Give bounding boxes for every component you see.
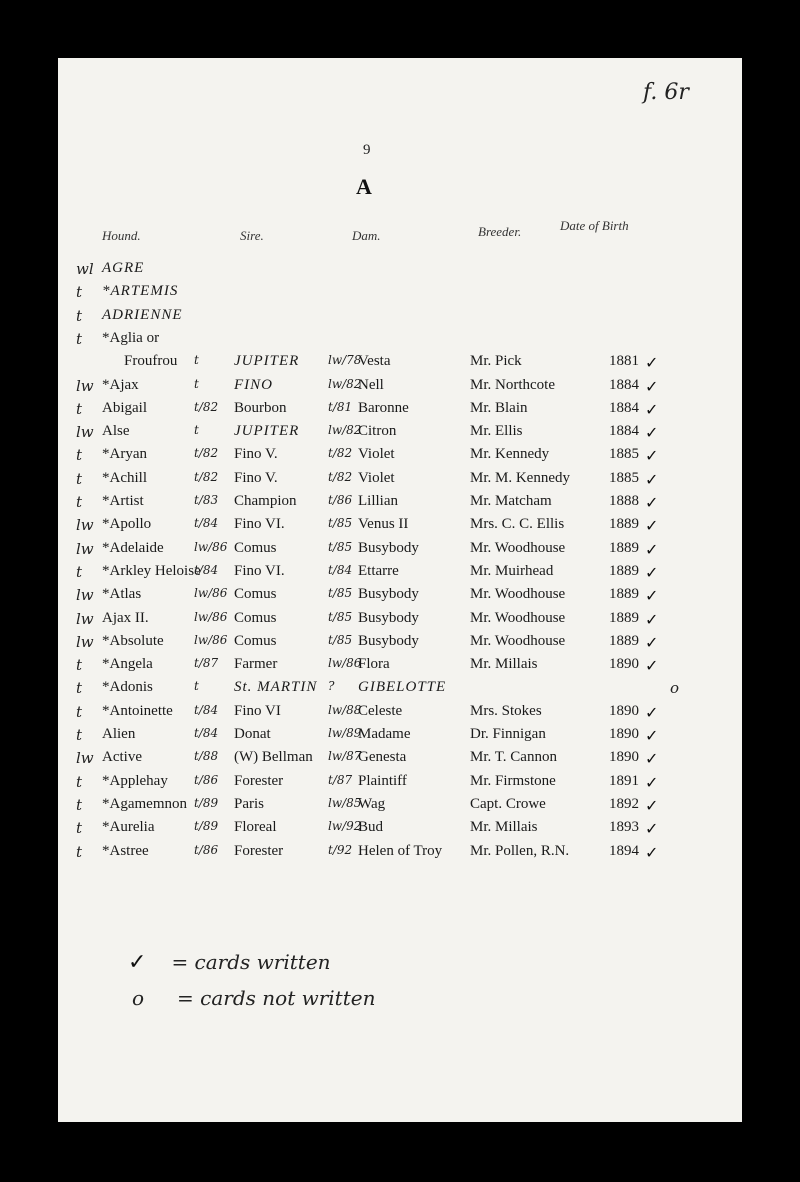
hound-name: Froufrou bbox=[124, 353, 178, 370]
hound-mark: t bbox=[76, 842, 83, 861]
section-letter: A bbox=[356, 174, 372, 199]
sire-note: t/82 bbox=[194, 399, 219, 414]
dam-name: Ettarre bbox=[358, 562, 399, 579]
hound-mark: lw bbox=[76, 516, 94, 535]
birth-year: 1890 bbox=[609, 702, 639, 719]
legend-text: = cards written bbox=[171, 950, 331, 974]
hound-mark: t bbox=[76, 679, 83, 698]
birth-year: 1889 bbox=[609, 516, 639, 533]
birth-year: 1888 bbox=[609, 493, 639, 509]
breeder-name: Capt. Crowe bbox=[470, 795, 546, 812]
sire-note: lw/86 bbox=[194, 539, 228, 554]
dam-note: t/86 bbox=[328, 493, 353, 507]
hound-mark: t bbox=[76, 819, 83, 838]
hound-name: *Achill bbox=[102, 469, 147, 486]
legend-item-not-written bbox=[128, 986, 375, 1011]
sire-note: t/89 bbox=[194, 795, 219, 810]
birth-year: 1890 bbox=[609, 726, 639, 742]
hound-mark: t bbox=[76, 446, 83, 465]
checkmark-icon: ✓ bbox=[645, 609, 659, 629]
hound-name: *Adonis bbox=[102, 679, 153, 696]
sire-note: t bbox=[194, 353, 199, 368]
dam-note: lw/82 bbox=[328, 376, 362, 391]
hound-name: Active bbox=[102, 749, 142, 766]
hound-name: *Ajax bbox=[102, 376, 139, 393]
sire-name: Paris bbox=[234, 795, 264, 812]
breeder-name: Mr. Blain bbox=[470, 399, 528, 416]
breeder-name: Mr. M. Kennedy bbox=[470, 469, 570, 486]
sire-note: lw/86 bbox=[194, 609, 228, 624]
hound-mark: lw bbox=[76, 609, 94, 628]
birth-year: 1885 bbox=[609, 469, 639, 486]
dam-name: Plaintiff bbox=[358, 772, 407, 789]
table-row bbox=[58, 796, 742, 818]
breeder-name: Mr. Matcham bbox=[470, 493, 552, 509]
checkmark-icon: ✓ bbox=[645, 726, 659, 745]
dam-note: t/85 bbox=[328, 632, 353, 647]
checkmark-icon: ✓ bbox=[128, 950, 147, 975]
checkmark-icon: ✓ bbox=[645, 819, 659, 839]
dam-note: t/85 bbox=[328, 516, 353, 531]
breeder-name: Mr. T. Cannon bbox=[470, 749, 557, 766]
table-row bbox=[58, 377, 742, 399]
sire-name: Floreal bbox=[234, 819, 277, 836]
sire-note: lw/86 bbox=[194, 586, 228, 601]
dam-note: t/85 bbox=[328, 539, 353, 554]
table-row bbox=[58, 749, 742, 771]
table-row bbox=[58, 633, 742, 655]
page-number: 9 bbox=[363, 142, 371, 158]
checkmark-icon: ✓ bbox=[645, 399, 659, 419]
breeder-name: Mr. Woodhouse bbox=[470, 609, 566, 626]
checkmark-icon: ✓ bbox=[645, 469, 659, 489]
hound-name: *Arkley Heloise bbox=[102, 562, 201, 579]
dam-note: t/82 bbox=[328, 469, 353, 484]
hound-mark: t bbox=[76, 283, 83, 302]
sire-name: Forester bbox=[234, 842, 284, 859]
hound-mark: t bbox=[76, 306, 83, 325]
dam-note: t/85 bbox=[328, 609, 353, 624]
breeder-name: Mr. Pick bbox=[470, 353, 522, 370]
breeder-name: Mr. Kennedy bbox=[470, 446, 550, 463]
hound-mark: wl bbox=[76, 260, 94, 278]
birth-year: 1892 bbox=[609, 795, 639, 812]
checkmark-icon: ✓ bbox=[645, 656, 659, 676]
sire-note: t/88 bbox=[194, 749, 219, 764]
hound-mark: t bbox=[76, 726, 83, 744]
sire-note: t bbox=[194, 679, 199, 694]
header-hound: Hound. bbox=[102, 228, 141, 243]
hound-name: Alien bbox=[102, 726, 136, 742]
birth-year: 1884 bbox=[609, 399, 639, 416]
table-row bbox=[58, 540, 742, 562]
hound-mark: t bbox=[76, 562, 83, 581]
hound-name: *Adelaide bbox=[102, 539, 164, 556]
dam-name: Nell bbox=[358, 376, 384, 393]
table-row bbox=[58, 307, 742, 329]
table-row bbox=[58, 516, 742, 538]
sire-name: Comus bbox=[234, 632, 277, 649]
dam-name: Busybody bbox=[358, 586, 419, 603]
table-row bbox=[58, 726, 742, 748]
dam-name: Genesta bbox=[358, 749, 407, 766]
sire-note: t/87 bbox=[194, 656, 219, 671]
table-row bbox=[58, 563, 742, 585]
birth-year: 1889 bbox=[609, 562, 639, 579]
table-row bbox=[58, 586, 742, 608]
table-row bbox=[58, 703, 742, 725]
hound-name: *Aglia or bbox=[102, 329, 160, 346]
table-row bbox=[58, 493, 742, 515]
table-row bbox=[58, 656, 742, 678]
folio-number: f. 6r bbox=[643, 80, 689, 105]
dam-note: lw/82 bbox=[328, 423, 362, 438]
checkmark-icon: ✓ bbox=[645, 749, 659, 769]
dam-note: t/82 bbox=[328, 446, 353, 461]
dam-note: lw/78 bbox=[328, 353, 362, 368]
birth-year: 1889 bbox=[609, 609, 639, 626]
sire-name: Forester bbox=[234, 772, 284, 789]
sire-name: FINO bbox=[234, 376, 273, 393]
table-row bbox=[58, 283, 742, 305]
hound-mark: lw bbox=[76, 423, 94, 442]
table-row bbox=[58, 470, 742, 492]
dam-name: Helen of Troy bbox=[358, 842, 443, 859]
checkmark-icon: ✓ bbox=[645, 539, 659, 559]
sire-name: Fino V. bbox=[234, 446, 278, 463]
sire-name: Fino V. bbox=[234, 469, 278, 486]
dam-name: Citron bbox=[358, 423, 397, 440]
checkmark-icon: ✓ bbox=[645, 353, 659, 373]
hound-name: *Atlas bbox=[102, 586, 142, 603]
birth-year: 1891 bbox=[609, 772, 639, 789]
sire-name: Comus bbox=[234, 539, 277, 556]
header-dam: Dam. bbox=[352, 228, 381, 243]
breeder-name: Mr. Woodhouse bbox=[470, 632, 566, 649]
header-sire: Sire. bbox=[240, 228, 264, 243]
birth-year: 1890 bbox=[609, 749, 639, 766]
hound-name: *Aurelia bbox=[102, 819, 155, 836]
dam-note: lw/89 bbox=[328, 726, 362, 740]
sire-name: JUPITER bbox=[234, 353, 300, 370]
sire-name: St. MARTIN bbox=[234, 679, 318, 696]
birth-year: 1889 bbox=[609, 632, 639, 649]
hound-mark: t bbox=[76, 772, 83, 791]
checkmark-icon: ✓ bbox=[645, 493, 659, 512]
checkmark-icon: ✓ bbox=[645, 842, 659, 862]
hound-mark: t bbox=[76, 795, 83, 814]
legend-item-written bbox=[128, 950, 331, 975]
hound-mark: lw bbox=[76, 539, 94, 558]
table-row bbox=[58, 400, 742, 422]
sire-name: Fino VI bbox=[234, 702, 281, 719]
hound-name: *Artist bbox=[102, 493, 144, 509]
breeder-name: Mr. Millais bbox=[470, 656, 538, 673]
hound-mark: lw bbox=[76, 632, 94, 651]
sire-name: Bourbon bbox=[234, 399, 287, 416]
dam-name: Busybody bbox=[358, 609, 419, 626]
table-row bbox=[58, 446, 742, 468]
sire-note: t/86 bbox=[194, 842, 219, 857]
circle-icon: o bbox=[132, 986, 145, 1010]
checkmark-icon: ✓ bbox=[645, 586, 659, 606]
sire-note: t/82 bbox=[194, 446, 219, 461]
hound-name: *Angela bbox=[102, 656, 153, 673]
hound-name: Abigail bbox=[102, 399, 147, 416]
hound-name: *Astree bbox=[102, 842, 149, 859]
sire-name: JUPITER bbox=[234, 423, 300, 440]
sire-name: Champion bbox=[234, 493, 297, 509]
dam-name: Madame bbox=[358, 726, 411, 742]
header-date-of-birth: Date of Birth bbox=[560, 218, 629, 233]
hound-name: *Agamemnon bbox=[102, 795, 187, 812]
hound-mark: lw bbox=[76, 586, 94, 605]
sire-name: Fino VI. bbox=[234, 516, 285, 533]
hound-name: Alse bbox=[102, 423, 130, 440]
dam-note: ? bbox=[328, 679, 335, 694]
dam-note: t/81 bbox=[328, 399, 353, 414]
table-row bbox=[58, 679, 742, 701]
sire-note: t/84 bbox=[194, 516, 219, 531]
dam-name: Bud bbox=[358, 819, 384, 836]
checkmark-icon: ✓ bbox=[645, 795, 659, 815]
dam-note: t/85 bbox=[328, 586, 353, 601]
table-row bbox=[58, 819, 742, 841]
table-row bbox=[58, 773, 742, 795]
table-row bbox=[58, 423, 742, 445]
checkmark-icon: ✓ bbox=[645, 516, 659, 536]
sire-name: Fino VI. bbox=[234, 562, 285, 579]
birth-year: 1894 bbox=[609, 842, 639, 859]
sire-name: (W) Bellman bbox=[234, 749, 313, 766]
legend-text: = cards not written bbox=[177, 986, 376, 1010]
breeder-name: Mr. Firmstone bbox=[470, 772, 556, 789]
table-row bbox=[58, 353, 742, 375]
checkmark-icon: ✓ bbox=[645, 632, 659, 652]
hound-mark: lw bbox=[76, 376, 94, 395]
breeder-name: Mr. Ellis bbox=[470, 423, 523, 440]
hound-mark: lw bbox=[76, 749, 94, 768]
birth-year: 1889 bbox=[609, 586, 639, 603]
sire-note: t/84 bbox=[194, 702, 219, 717]
hound-name: *ARTEMIS bbox=[102, 283, 179, 300]
hound-name: AGRE bbox=[102, 260, 145, 276]
checkmark-icon: ✓ bbox=[645, 446, 659, 466]
birth-year: 1884 bbox=[609, 423, 639, 440]
sire-note: t/83 bbox=[194, 493, 219, 507]
hound-name: *Apollo bbox=[102, 516, 152, 533]
hound-mark: t bbox=[76, 399, 83, 418]
sire-note: lw/86 bbox=[194, 632, 228, 647]
document-page bbox=[58, 58, 742, 1122]
birth-year: 1890 bbox=[609, 656, 639, 673]
dam-name: Lillian bbox=[358, 493, 398, 509]
sire-name: Donat bbox=[234, 726, 271, 742]
hound-name: ADRIENNE bbox=[102, 306, 183, 323]
dam-name: Wag bbox=[358, 795, 386, 812]
table-row bbox=[58, 260, 742, 282]
dam-name: Baronne bbox=[358, 399, 409, 416]
dam-name: Busybody bbox=[358, 539, 419, 556]
breeder-name: Mr. Muirhead bbox=[470, 562, 554, 579]
hound-mark: t bbox=[76, 656, 83, 675]
breeder-name: Mrs. Stokes bbox=[470, 702, 542, 719]
header-breeder: Breeder. bbox=[478, 224, 522, 239]
breeder-name: Mr. Woodhouse bbox=[470, 539, 566, 556]
checkmark-icon: ✓ bbox=[645, 423, 659, 443]
dam-name: Vesta bbox=[358, 353, 391, 370]
sire-note: t/84 bbox=[194, 726, 219, 740]
table-row bbox=[58, 843, 742, 865]
hound-name: *Absolute bbox=[102, 632, 164, 649]
hound-name: *Antoinette bbox=[102, 702, 173, 719]
dam-name: Venus II bbox=[358, 516, 409, 533]
sire-name: Comus bbox=[234, 609, 277, 626]
table-row bbox=[58, 610, 742, 632]
hound-name: Ajax II. bbox=[102, 609, 149, 626]
sire-name: Farmer bbox=[234, 656, 278, 673]
dam-note: lw/88 bbox=[328, 702, 362, 717]
dam-note: lw/92 bbox=[328, 819, 362, 834]
hound-name: *Aryan bbox=[102, 446, 147, 463]
dam-note: lw/85 bbox=[328, 795, 362, 810]
checkmark-icon: ✓ bbox=[645, 702, 659, 722]
birth-year: 1884 bbox=[609, 376, 639, 393]
sire-note: t/86 bbox=[194, 772, 219, 787]
dam-note: lw/87 bbox=[328, 749, 362, 764]
dam-name: Celeste bbox=[358, 702, 403, 719]
breeder-name: Mr. Northcote bbox=[470, 376, 555, 393]
dam-note: lw/86 bbox=[328, 656, 362, 671]
hound-mark: t bbox=[76, 702, 83, 721]
sire-note: t/84 bbox=[194, 562, 219, 577]
dam-note: t/84 bbox=[328, 562, 353, 577]
birth-year: 1889 bbox=[609, 539, 639, 556]
sire-name: Comus bbox=[234, 586, 277, 603]
dam-note: t/87 bbox=[328, 772, 353, 787]
breeder-name: Mr. Pollen, R.N. bbox=[470, 842, 570, 859]
table-row bbox=[58, 330, 742, 352]
hound-mark: t bbox=[76, 493, 83, 511]
hound-mark: t bbox=[76, 329, 83, 348]
dam-name: Violet bbox=[358, 446, 395, 463]
dam-name: GIBELOTTE bbox=[358, 679, 447, 696]
birth-year: 1885 bbox=[609, 446, 639, 463]
breeder-name: Dr. Finnigan bbox=[470, 726, 546, 742]
hound-mark: t bbox=[76, 469, 83, 488]
sire-note: t bbox=[194, 423, 199, 438]
birth-year: 1893 bbox=[609, 819, 639, 836]
sire-note: t/82 bbox=[194, 469, 219, 484]
circle-icon: o bbox=[670, 679, 680, 698]
dam-name: Busybody bbox=[358, 632, 419, 649]
sire-note: t bbox=[194, 376, 199, 391]
checkmark-icon: ✓ bbox=[645, 772, 659, 792]
dam-name: Violet bbox=[358, 469, 395, 486]
dam-note: t/92 bbox=[328, 842, 353, 857]
hound-name: *Applehay bbox=[102, 772, 168, 789]
checkmark-icon: ✓ bbox=[645, 376, 659, 396]
breeder-name: Mr. Woodhouse bbox=[470, 586, 566, 603]
breeder-name: Mrs. C. C. Ellis bbox=[470, 516, 565, 533]
dam-name: Flora bbox=[358, 656, 390, 673]
birth-year: 1881 bbox=[609, 353, 639, 370]
breeder-name: Mr. Millais bbox=[470, 819, 538, 836]
checkmark-icon: ✓ bbox=[645, 562, 659, 582]
sire-note: t/89 bbox=[194, 819, 219, 834]
